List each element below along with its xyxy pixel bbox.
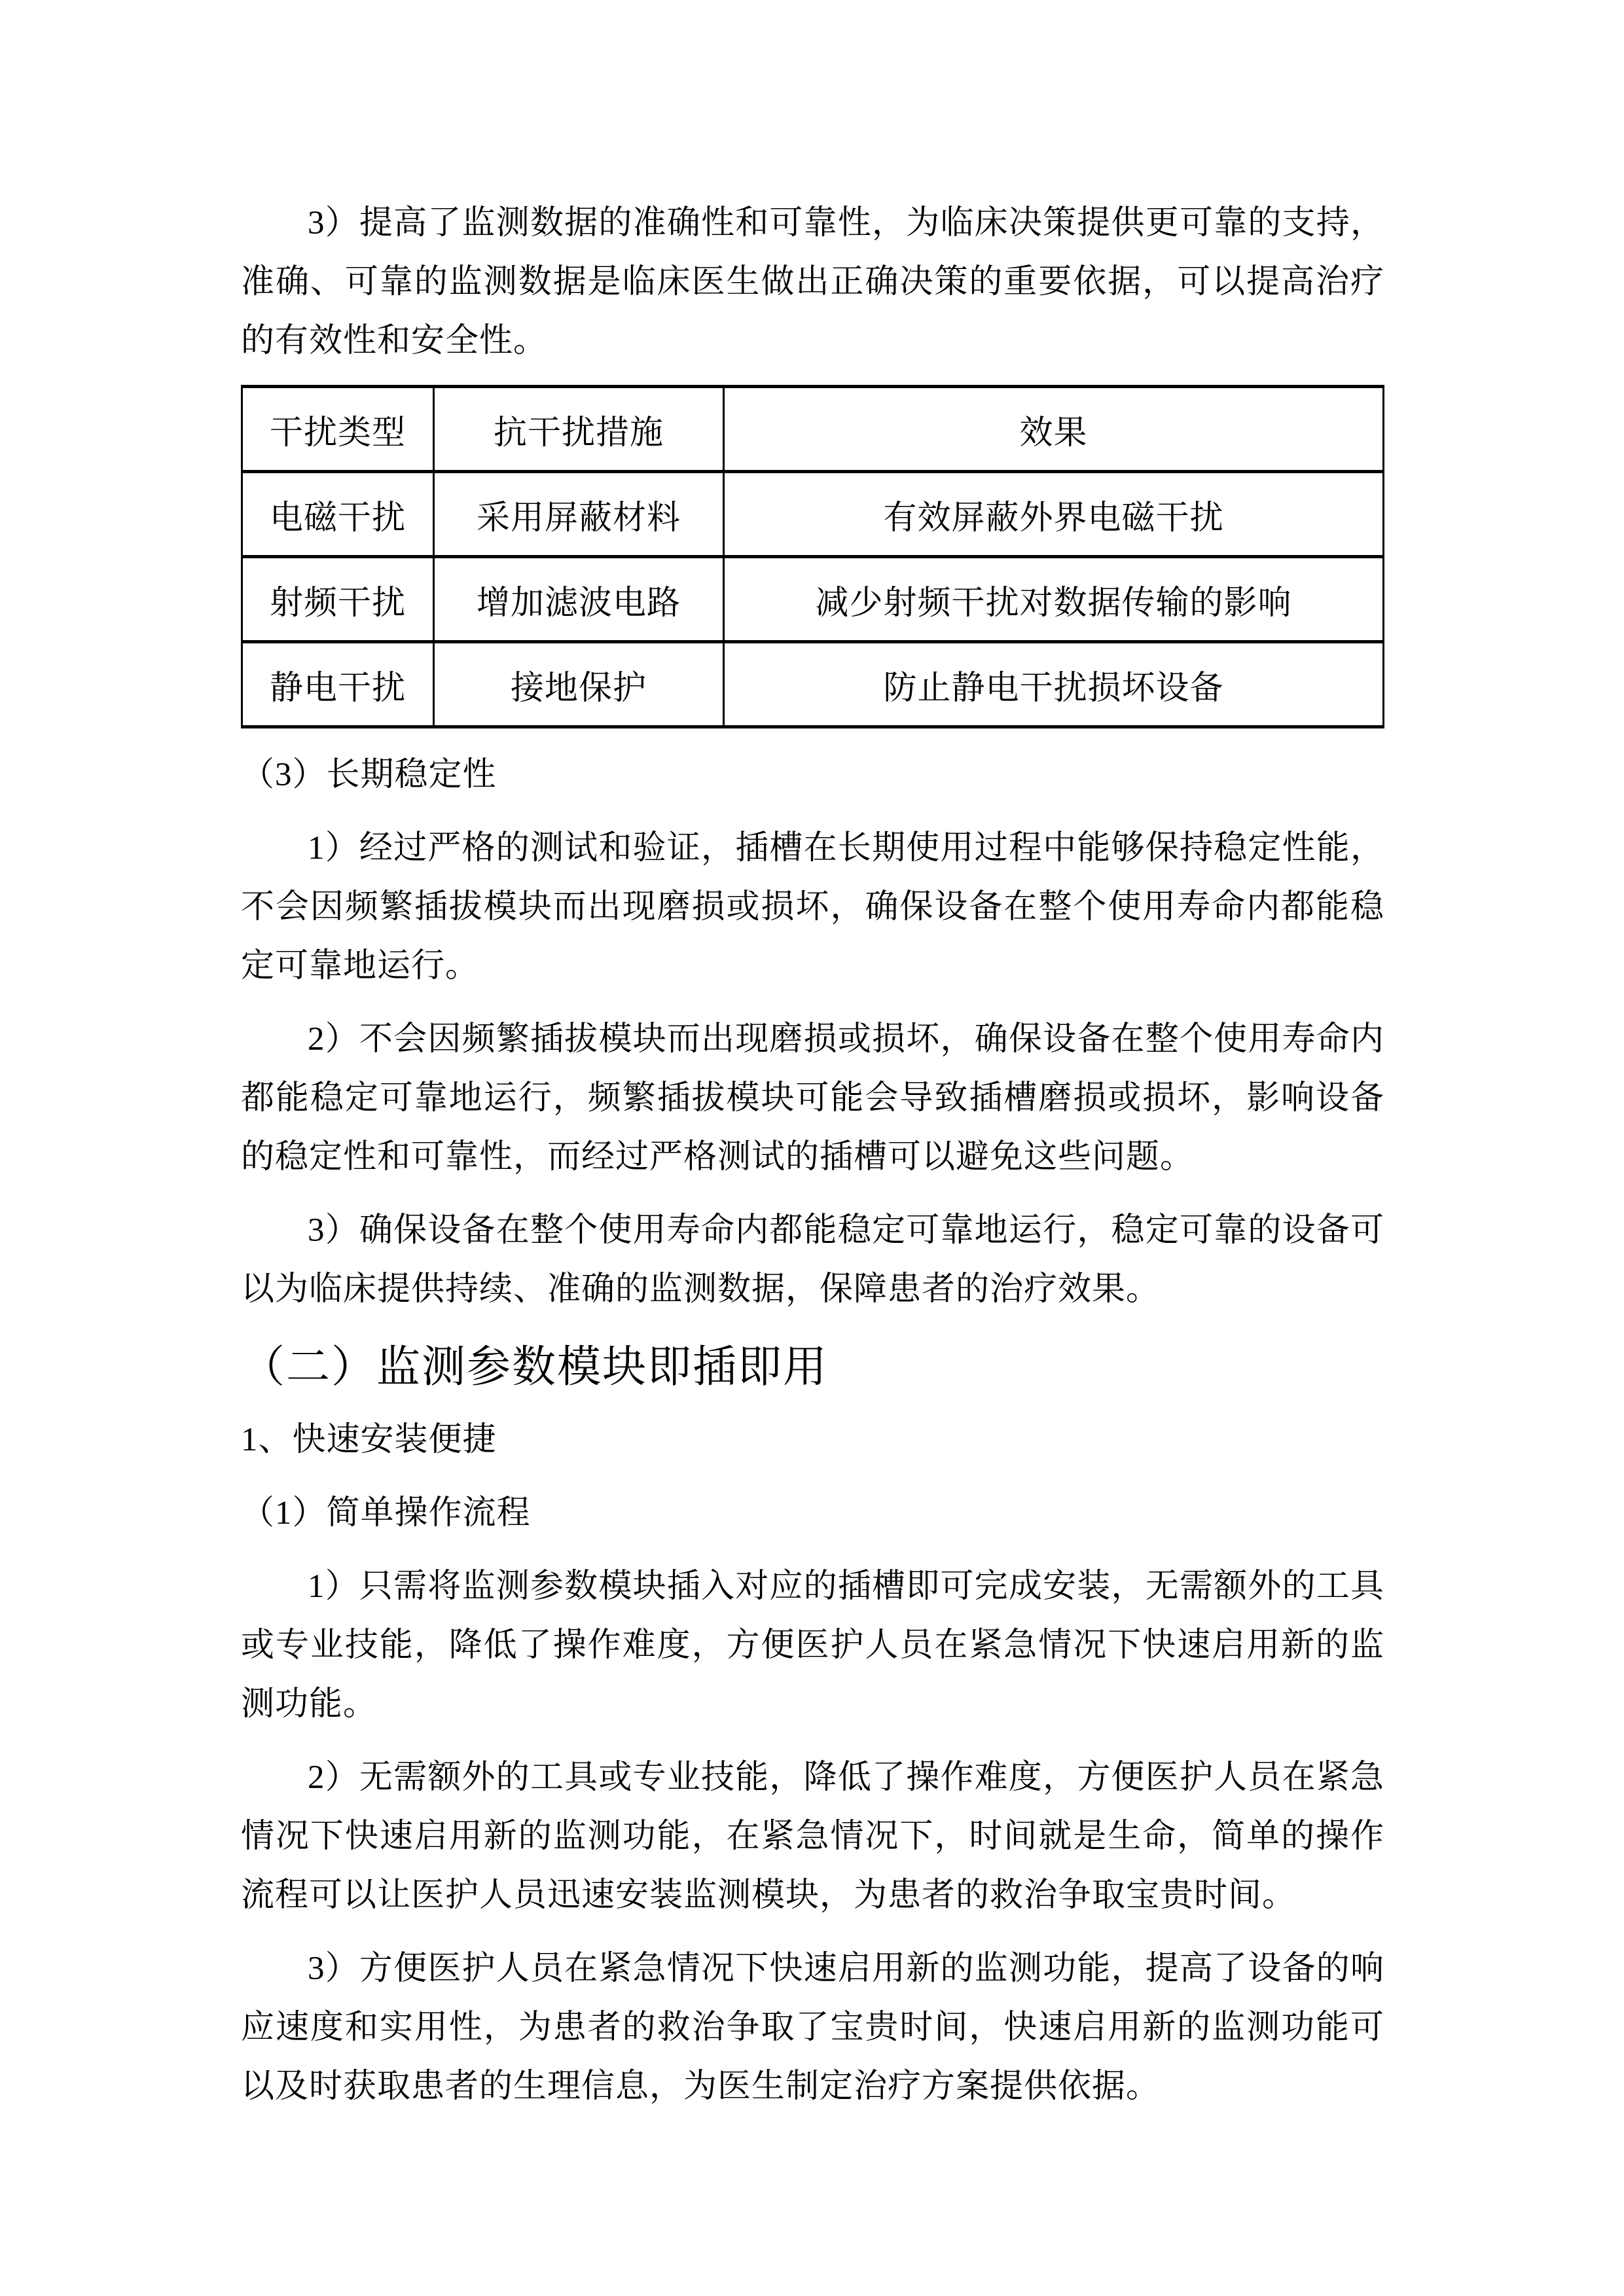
item-long-term-stability: （3）长期稳定性: [241, 757, 497, 793]
paragraph-plug-in-install: 1）只需将监测参数模块插入对应的插槽即可完成安装，无需额外的工具或专业技能，降低了操作难度，方便医护人员在紧急情况下快速启用新的监测功能。: [241, 1568, 1384, 1723]
table-cell: 防止静电干扰损坏设备: [723, 642, 1383, 727]
section-heading-plug-and-play: （二）监测参数模块即插即用: [241, 1343, 828, 1391]
table-cell: 采用屏蔽材料: [433, 472, 723, 557]
table-header-effect: 效果: [723, 387, 1383, 472]
table-header-type: 干扰类型: [242, 387, 434, 472]
table-row-electromagnetic: [242, 472, 1384, 557]
table-cell: 射频干扰: [242, 557, 434, 642]
table-cell: 静电干扰: [242, 642, 434, 727]
table-cell: 减少射频干扰对数据传输的影响: [723, 557, 1383, 642]
table-cell: 有效屏蔽外界电磁干扰: [723, 472, 1383, 557]
paragraph-reliable-operation: 3）确保设备在整个使用寿命内都能稳定可靠地运行，稳定可靠的设备可以为临床提供持续、准确的监测数据，保障患者的治疗效果。: [241, 1212, 1384, 1308]
subheading-simple-flow: （1）简单操作流程: [241, 1495, 531, 1532]
table-header-row: [242, 387, 1384, 472]
paragraph-testing-validation: 1）经过严格的测试和验证，插槽在长期使用过程中能够保持稳定性能，不会因频繁插拔模块而出现磨损或损坏，确保设备在整个使用寿命内都能稳定可靠地运行。: [241, 830, 1384, 984]
paragraph-data-accuracy: 3）提高了监测数据的准确性和可靠性，为临床决策提供更可靠的支持，准确、可靠的监测数据是临床医生做出正确决策的重要依据，可以提高治疗的有效性和安全性。: [241, 205, 1384, 359]
table-cell: 接地保护: [433, 642, 723, 727]
interference-table: [241, 385, 1384, 728]
paragraph-no-tools-needed: 2）无需额外的工具或专业技能，降低了操作难度，方便医护人员在紧急情况下快速启用新的监测功能，在紧急情况下，时间就是生命，简单的操作流程可以让医护人员迅速安装监测模块，为患者的救治争取宝贵时间。: [241, 1759, 1384, 1914]
paragraph-no-wear: 2）不会因频繁插拔模块而出现磨损或损坏，确保设备在整个使用寿命内都能稳定可靠地运行，频繁插拔模块可能会导致插槽磨损或损坏，影响设备的稳定性和可靠性，而经过严格测试的插槽可以避免这些问题。: [241, 1021, 1384, 1175]
document-content: [241, 194, 1384, 2130]
table-cell: 增加滤波电路: [433, 557, 723, 642]
table-row-radiofrequency: [242, 557, 1384, 642]
table-cell: 电磁干扰: [242, 472, 434, 557]
table-row-electrostatic: [242, 642, 1384, 727]
paragraph-emergency-response: 3）方便医护人员在紧急情况下快速启用新的监测功能，提高了设备的响应速度和实用性，为患者的救治争取了宝贵时间，快速启用新的监测功能可以及时获取患者的生理信息，为医生制定治疗方案提供依据。: [241, 1950, 1384, 2105]
subheading-quick-install: 1、快速安装便捷: [241, 1422, 497, 1458]
table-header-measure: 抗干扰措施: [433, 387, 723, 472]
